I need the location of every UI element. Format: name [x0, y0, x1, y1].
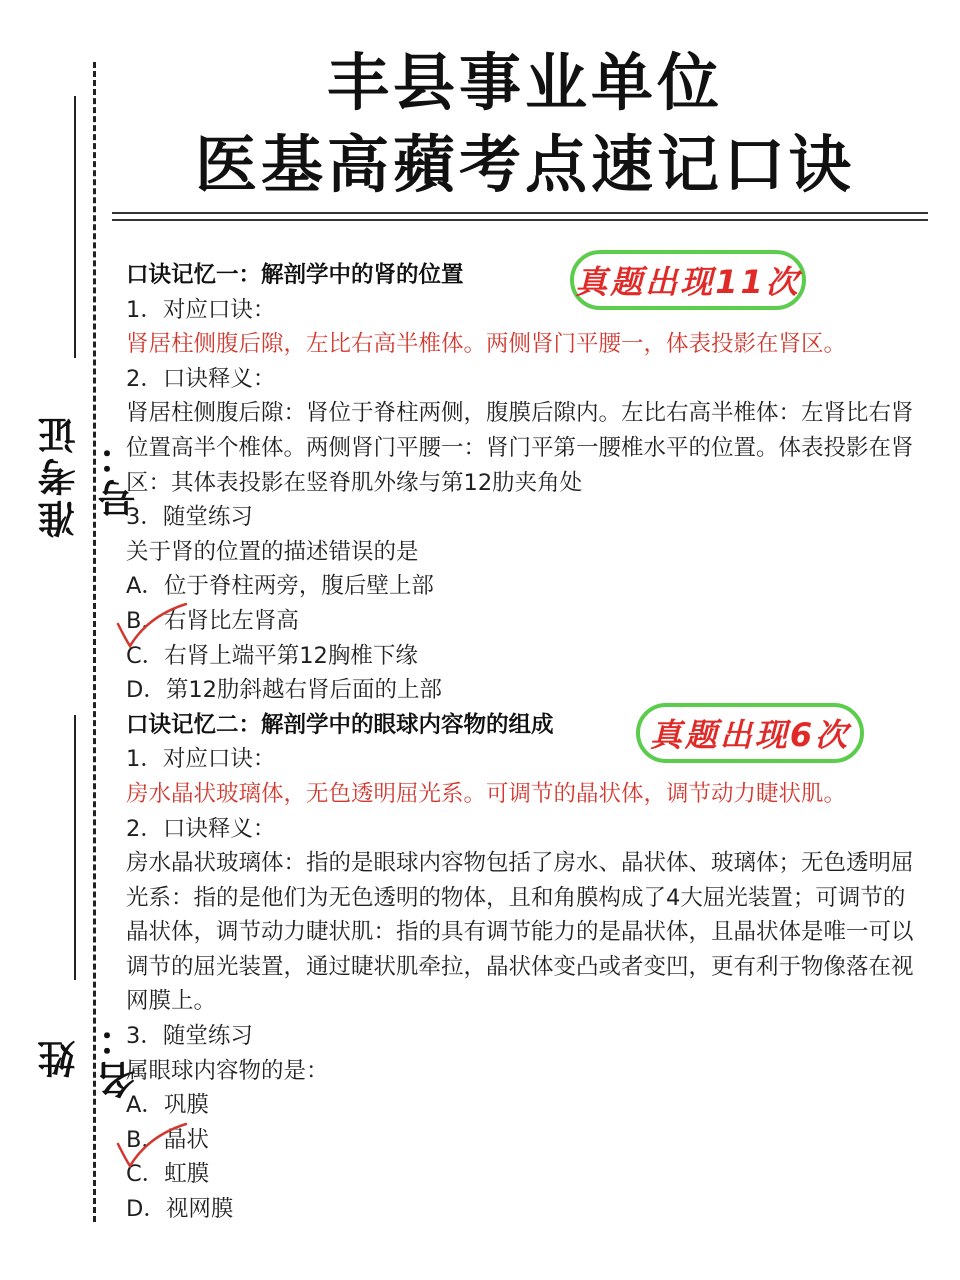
section-2-practice-title: 3．随堂练习: [126, 1023, 253, 1050]
section-2-explanation: 房水晶状玻璃体：指的是眼球内容物包括了房水、晶状体、玻璃体；无色透明屈光系：指的是他们为无色透明的物体，且和角膜构成了4大屈光装置；可调节的晶状体，调节动力睫状肌：指的具有调节能力的是晶状体，且晶状体是唯一可以调节的屈光装置，通过睫状肌牵拉，晶状体变凸或者变凹，更有利于物像落在视网膜上。: [126, 850, 914, 1015]
page-title-line-2: 医基高蘋考点速记口诀: [194, 128, 855, 201]
section-2-frequency-stamp: 真题出现6次: [636, 703, 864, 763]
exam-id-blank-line: [74, 96, 76, 358]
section-2-option-d: D．视网膜: [126, 1196, 234, 1223]
title-divider-bottom: [112, 219, 928, 221]
section-2-option-c: C．虹膜: [126, 1161, 210, 1188]
section-1-mnemonic-title: 1．对应口诀：: [126, 296, 276, 323]
section-1-frequency-stamp: 真题出现11次: [570, 250, 806, 310]
section-1-answer-check-icon: [114, 602, 194, 652]
section-1-practice-title: 3．随堂练习: [126, 504, 253, 531]
section-1-option-c: C．右肾上端平第12胸椎下缘: [126, 642, 418, 669]
exam-id-label: 准考证号：: [38, 412, 142, 538]
section-1-mnemonic: 肾居柱侧腹后隙，左比右高半椎体。两侧肾门平腰一，体表投影在肾区。: [126, 331, 847, 358]
section-1-option-a: A．位于脊柱两旁，腹后壁上部: [126, 573, 434, 600]
section-2-answer-check-icon: [114, 1122, 194, 1172]
name-label: 姓名：: [38, 1015, 142, 1100]
page-title-line-1: 丰县事业单位: [326, 46, 723, 119]
title-divider-top: [112, 212, 928, 214]
section-2-question: 属眼球内容物的是：: [126, 1057, 329, 1084]
section-1-option-b: B．右肾比左肾高: [126, 607, 299, 634]
section-2-explain-title: 2．口诀释义：: [126, 815, 276, 842]
section-1-explanation: 肾居柱侧腹后隙：肾位于脊柱两侧，腹膜后隙内。左比右高半椎体：左肾比右肾位置高半个椎体。两侧肾门平腰一：肾门平第一腰椎水平的位置。体表投影在肾区：其体表投影在竖脊肌外缘与第12肋夹角处: [126, 400, 914, 496]
name-blank-line: [74, 715, 76, 980]
section-1-explain-title: 2．口诀释义：: [126, 365, 276, 392]
section-2-mnemonic-title: 1．对应口诀：: [126, 746, 276, 773]
section-2-mnemonic: 房水晶状玻璃体，无色透明屈光系。可调节的晶状体，调节动力睫状肌。: [126, 780, 847, 807]
section-1-heading: 口诀记忆一：解剖学中的肾的位置: [126, 262, 464, 288]
section-2-heading: 口诀记忆二：解剖学中的眼球内容物的组成: [126, 711, 554, 738]
section-1-option-d: D．第12肋斜越右肾后面的上部: [126, 677, 442, 704]
section-1-question: 关于肾的位置的描述错误的是: [126, 538, 419, 565]
section-2-option-a: A．巩膜: [126, 1092, 209, 1119]
section-2-option-b: B．晶状: [126, 1126, 209, 1153]
